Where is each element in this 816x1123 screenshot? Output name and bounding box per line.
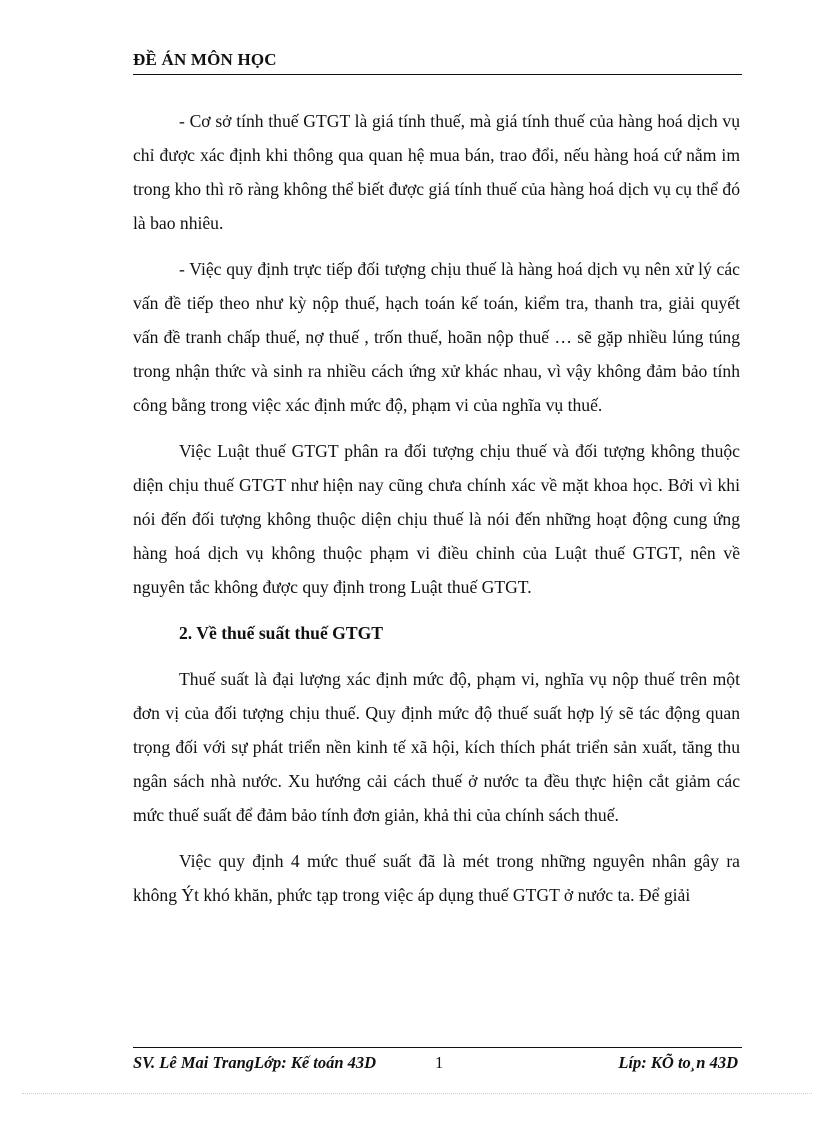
page-number: 1 xyxy=(435,1053,444,1072)
paragraph-four-tax-rates: Việc quy định 4 mức thuế suất đã là mét trong những nguyên nhân gây ra không Ýt khó khăn, phức tạp trong việc áp dụng thuế GTGT ở nước ta. Để giải xyxy=(133,851,740,905)
page-bottom-edge xyxy=(22,1093,812,1094)
paragraph-taxable-objects: - Việc quy định trực tiếp đối tượng chịu thuế là hàng hoá dịch vụ nên xử lý các vấn đề tiếp theo như kỳ nộp thuế, hạch toán kế toán, kiểm tra, thanh tra, giải quyết vấn đề tranh chấp thuế, nợ thuế , trốn thuế, hoãn nộp thuế … sẽ gặp nhiều lúng túng trong nhận thức và sinh ra nhiều cách ứng xử khác nhau, vì vậy không đảm bảo tính công bằng trong việc xác định mức độ, phạm vi của nghĩa vụ thuế. xyxy=(133,259,740,415)
paragraph-tax-rate: Thuế suất là đại lượng xác định mức độ, phạm vi, nghĩa vụ nộp thuế trên một đơn vị của đối tượng chịu thuế. Quy định mức độ thuế suất hợp lý sẽ tác động quan trọng đối với sự phát triển nền kinh tế xã hội, kích thích phát triển sản xuất, tăng thu ngân sách nhà nước. Xu hướng cải cách thuế ở nước ta đều thực hiện cắt giảm các mức thuế suất để đảm bảo tính đơn giản, khả thi của chính sách thuế. xyxy=(133,669,740,825)
footer-divider xyxy=(133,1047,742,1048)
page-footer xyxy=(133,1053,742,1077)
section-heading: 2. Về thuế suất thuế GTGT xyxy=(179,623,383,643)
paragraph-tax-basis: - Cơ sở tính thuế GTGT là giá tính thuế, mà giá tính thuế của hàng hoá dịch vụ chỉ được xác định khi thông qua quan hệ mua bán, trao đổi, nếu hàng hoá cứ nằm im trong kho thì rõ ràng không thể biết được giá tính thuế của hàng hoá dịch vụ cụ thể đó là bao nhiêu. xyxy=(133,111,740,233)
footer-class-info: Líp: KÕ to¸n 43D xyxy=(618,1053,738,1072)
paragraph-vat-law-classification: Việc Luật thuế GTGT phân ra đối tượng chịu thuế và đối tượng không thuộc diện chịu thuế GTGT như hiện nay cũng chưa chính xác về mặt khoa học. Bởi vì khi nói đến đối tượng không thuộc diện chịu thuế là nói đến những hoạt động cung ứng hàng hoá dịch vụ không thuộc phạm vi điều chỉnh của Luật thuế GTGT, nên về nguyên tắc không được quy định trong Luật thuế GTGT. xyxy=(133,441,740,597)
document-body xyxy=(133,104,740,924)
page-header-title: ĐỀ ÁN MÔN HỌC xyxy=(133,50,742,75)
footer-student-info: SV. Lê Mai TrangLớp: Kế toán 43D xyxy=(133,1053,377,1072)
